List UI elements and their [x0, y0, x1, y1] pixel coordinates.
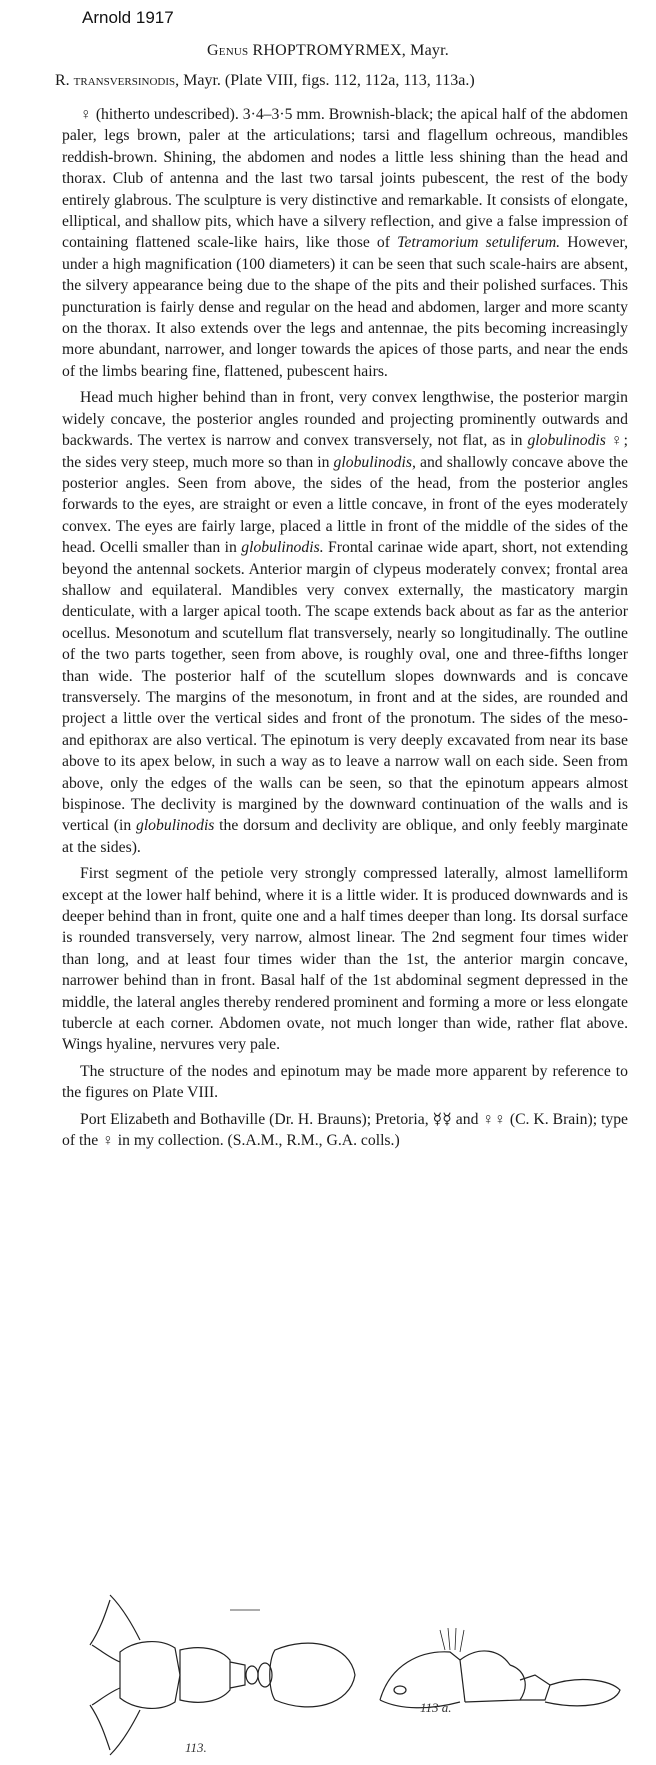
genus-prefix: Genus [207, 42, 249, 59]
ant-drawings [80, 1590, 640, 1760]
genus-heading [0, 42, 656, 60]
paragraph-petiole: First segment of the petiole very strongly compressed laterally, almost lamelliform except at the lower half behind, where it is a little wider. It is produced downwards and is deeper behind than in front, quite one and a half times deeper than long. Its dorsal surface is rounded transversely, very narrow, almost linear. The 2nd segment four times wider than long, and at least four times wider than the 1st, the anterior margin concave, narrower behind than in front. Basal half of the 1st abdominal segment depressed in the middle, the lateral angles thereby rendered prominent and forming a more or less elongate tubercle at each corner. Abdomen ovate, not much longer than wide, rather flat above. Wings hyaline, nervures very pale. [62, 865, 628, 1054]
species-rest: , Mayr. (Plate VIII, figs. 112, 112a, 113, 113a.) [175, 72, 475, 89]
paragraph-coloration: ♀ (hitherto undescribed). 3·4–3·5 mm. Brownish-black; the apical half of the abdomen paler, legs brown, paler at the articulations; tarsi and flagellum ochreous, mandibles reddish-brown. Shining, the abdomen and nodes a little less shining than the head and thorax. Club of antenna and the last two tarsal joints pubescent, the rest of the body entirely glabrous. The sculpture is very distinctive and remarkable. It consists of elongate, elliptical, and shallow pits, which have a silvery reflection, and give a false impression of containing flattened scale-like hairs, like those of Tetramorium setuliferum. However, under a high magnification (100 diameters) it can be seen that such scale-hairs are absent, the silvery appearance being due to the shape of the pits and their polished surfaces. This puncturation is fairly dense and regular on the head and abdomen, larger and more scanty on the thorax. It also extends over the legs and antennae, the pits becoming increasingly more abundant, narrower, and longer towards the apices of those parts, and near the ends of the limbs bearing fine, flattened, pubescent hairs. [62, 106, 628, 380]
figure-113a-caption: 113 a. [420, 1700, 452, 1715]
species-heading [55, 72, 636, 90]
paragraph-structure-note: The structure of the nodes and epinotum may be made more apparent by reference to the figures on Plate VIII. [62, 1062, 628, 1102]
species-name: transversinodis [73, 72, 176, 89]
species-abbrev: R. [55, 72, 70, 89]
dorsal-view-figure [90, 1595, 355, 1755]
paragraph-head-thorax: Head much higher behind than in front, very convex lengthwise, the posterior margin widely concave, the posterior angles rounded and projecting prominently outwards and backwards. The vertex is narrow and convex transversely, not flat, as in globulinodis ♀; the sides very steep, much more so than in globulinodis, and shallowly concave above the posterior angles. Seen from above, the sides of the head, from the posterior angles forwards to the eyes, are straight or even a little concave, in front of the eyes moderately convex. The eyes are fairly large, placed a little in front of the middle of the sides of the head. Ocelli smaller than in globulinodis. Frontal carinae wide apart, short, not extending beyond the antennal sockets. Anterior margin of clypeus moderately convex; frontal area shallow and equilateral. Mandibles very convex externally, the masticatory margin denticulate, with a larger apical tooth. The scape extends back about as far as the anterior ocellus. Mesonotum and scutellum flat transversely, nearly so longitudinally. The outline of the two parts together, seen from above, is roughly oval, one and three-fifths longer than wide. The posterior half of the scutellum slopes downwards and is concave transversely. The margins of the mesonotum, in front and at the sides, are rounded and project a little over the vertical sides and front of the pronotum. The sides of the meso- and epithorax are also vertical. The epinotum is very deeply excavated from near its base above to its apex below, in such a way as to leave a narrow wall on each side. Seen from above, only the edges of the walls can be seen, so that the epinotum appears almost bispinose. The declivity is margined by the downward continuation of the walls and is vertical (in globulinodis the dorsum and declivity are oblique, and only feebly marginate at the sides). [62, 389, 629, 856]
description-body [62, 104, 628, 1157]
genus-name: RHOPTROMYRMEX, Mayr. [252, 42, 449, 59]
source-label: Arnold 1917 [82, 8, 174, 27]
lateral-view-figure [380, 1628, 620, 1708]
figure-area [80, 1590, 640, 1760]
figure-113-caption: 113. [185, 1740, 207, 1755]
paragraph-locality: Port Elizabeth and Bothaville (Dr. H. Brauns); Pretoria, ☿☿ and ♀♀ (C. K. Brain); type of the ♀ in my collection. (S.A.M., R.M., G.A. colls.) [62, 1110, 628, 1150]
